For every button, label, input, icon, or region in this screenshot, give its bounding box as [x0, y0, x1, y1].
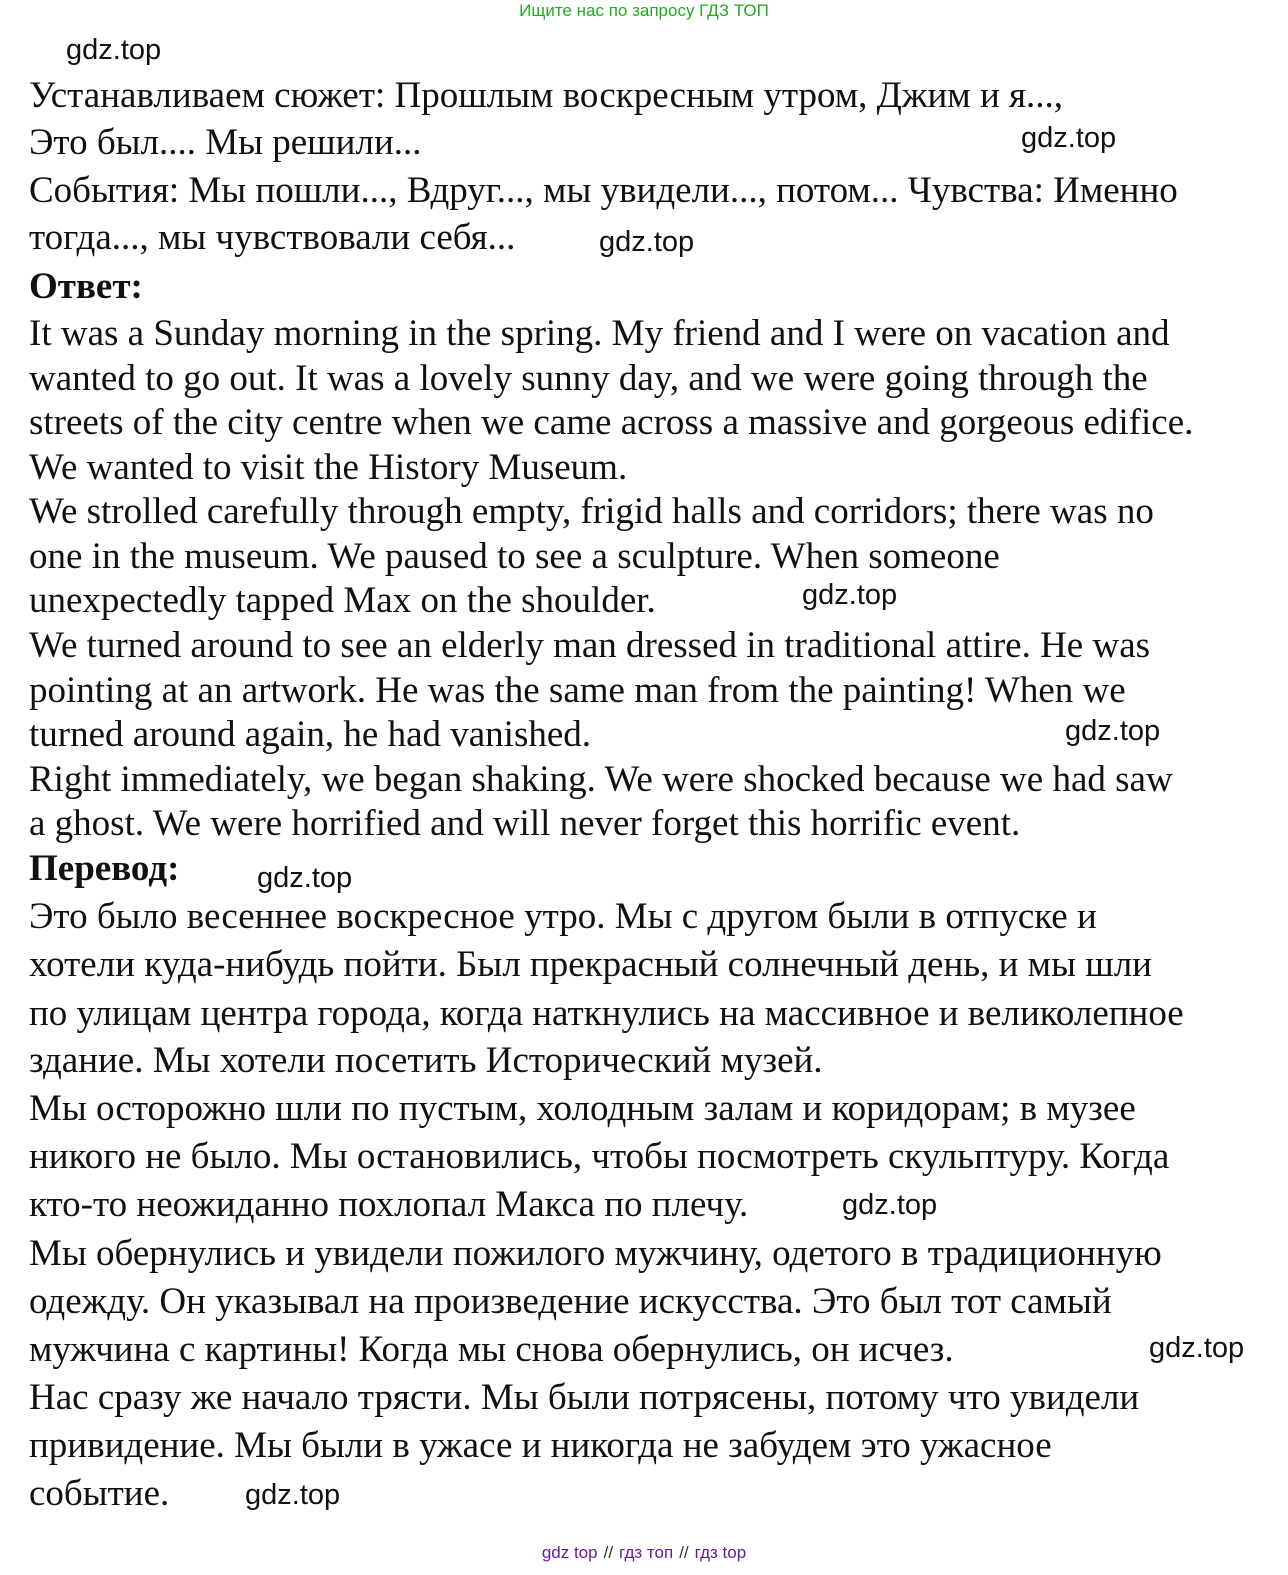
answer-line: turned around again, he had vanished.	[29, 714, 592, 755]
answer-line: We wanted to visit the History Museum.	[29, 447, 628, 488]
intro-line: Это был.... Мы решили...	[29, 122, 422, 163]
watermark: gdz.top	[66, 34, 162, 66]
answer-line: We turned around to see an elderly man dressed in traditional attire. He was	[29, 625, 1151, 666]
answer-line: It was a Sunday morning in the spring. My friend and I were on vacation and	[29, 313, 1170, 354]
intro-line: События: Мы пошли..., Вдруг..., мы увидели..., потом... Чувства: Именно	[29, 170, 1178, 211]
intro-line: Устанавливаем сюжет: Прошлым воскресным утром, Джим и я...,	[29, 75, 1064, 116]
translation-line: событие.	[29, 1473, 170, 1514]
footer-link-gdz-top-ru[interactable]: гдз топ	[619, 1543, 674, 1562]
translation-line: Это было весеннее воскресное утро. Мы с другом были в отпуске и	[29, 896, 1097, 937]
watermark: gdz.top	[1149, 1332, 1245, 1364]
answer-line: a ghost. We were horrified and will never forget this horrific event.	[29, 803, 1021, 844]
translation-line: одежду. Он указывал на произведение искусства. Это был тот самый	[29, 1281, 1112, 1322]
translation-line: кто-то неожиданно похлопал Макса по плечу.	[29, 1184, 749, 1225]
answer-line: Right immediately, we began shaking. We were shocked because we had saw	[29, 759, 1173, 800]
translation-line: Нас сразу же начало трясти. Мы были потрясены, потому что увидели	[29, 1377, 1140, 1418]
footer-link-gdz-top-mixed[interactable]: гдз top	[694, 1543, 747, 1562]
footer-separator: //	[603, 1543, 614, 1562]
answer-line: wanted to go out. It was a lovely sunny day, and we were going through the	[29, 358, 1148, 399]
translation-line: никого не было. Мы остановились, чтобы посмотреть скульптуру. Когда	[29, 1136, 1170, 1177]
answer-line: We strolled carefully through empty, frigid halls and corridors; there was no	[29, 491, 1154, 532]
watermark: gdz.top	[245, 1479, 341, 1511]
translation-line: привидение. Мы были в ужасе и никогда не забудем это ужасное	[29, 1425, 1052, 1466]
answer-heading: Ответ:	[29, 266, 143, 307]
answer-line: pointing at an artwork. He was the same man from the painting! When we	[29, 670, 1126, 711]
translation-line: хотели куда-нибудь пойти. Был прекрасный солнечный день, и мы шли	[29, 944, 1152, 985]
watermark: gdz.top	[1021, 122, 1117, 154]
answer-line: unexpectedly tapped Max on the shoulder.	[29, 580, 656, 621]
watermark: gdz.top	[802, 579, 898, 611]
watermark: gdz.top	[842, 1189, 938, 1221]
footer-separator: //	[679, 1543, 689, 1562]
translation-line: Мы осторожно шли по пустым, холодным залам и коридорам; в музее	[29, 1088, 1136, 1129]
top-search-banner[interactable]: Ищите нас по запросу ГДЗ ТОП	[519, 1, 769, 20]
intro-line: тогда..., мы чувствовали себя...	[29, 217, 516, 258]
translation-line: Мы обернулись и увидели пожилого мужчину, одетого в традиционную	[29, 1233, 1162, 1274]
answer-line: streets of the city centre when we came across a massive and gorgeous edifice.	[29, 402, 1194, 443]
watermark: gdz.top	[1065, 715, 1161, 747]
translation-line: по улицам центра города, когда наткнулись на массивное и великолепное	[29, 993, 1184, 1034]
translation-heading: Перевод:	[29, 848, 180, 889]
answer-line: one in the museum. We paused to see a sculpture. When someone	[29, 536, 1000, 577]
watermark: gdz.top	[599, 226, 695, 258]
footer-link-gdz-top[interactable]: gdz top	[541, 1543, 598, 1562]
translation-line: мужчина с картины! Когда мы снова обернулись, он исчез.	[29, 1329, 954, 1370]
footer-links	[0, 1543, 1288, 1563]
watermark: gdz.top	[257, 862, 353, 894]
translation-line: здание. Мы хотели посетить Исторический музей.	[29, 1040, 823, 1081]
